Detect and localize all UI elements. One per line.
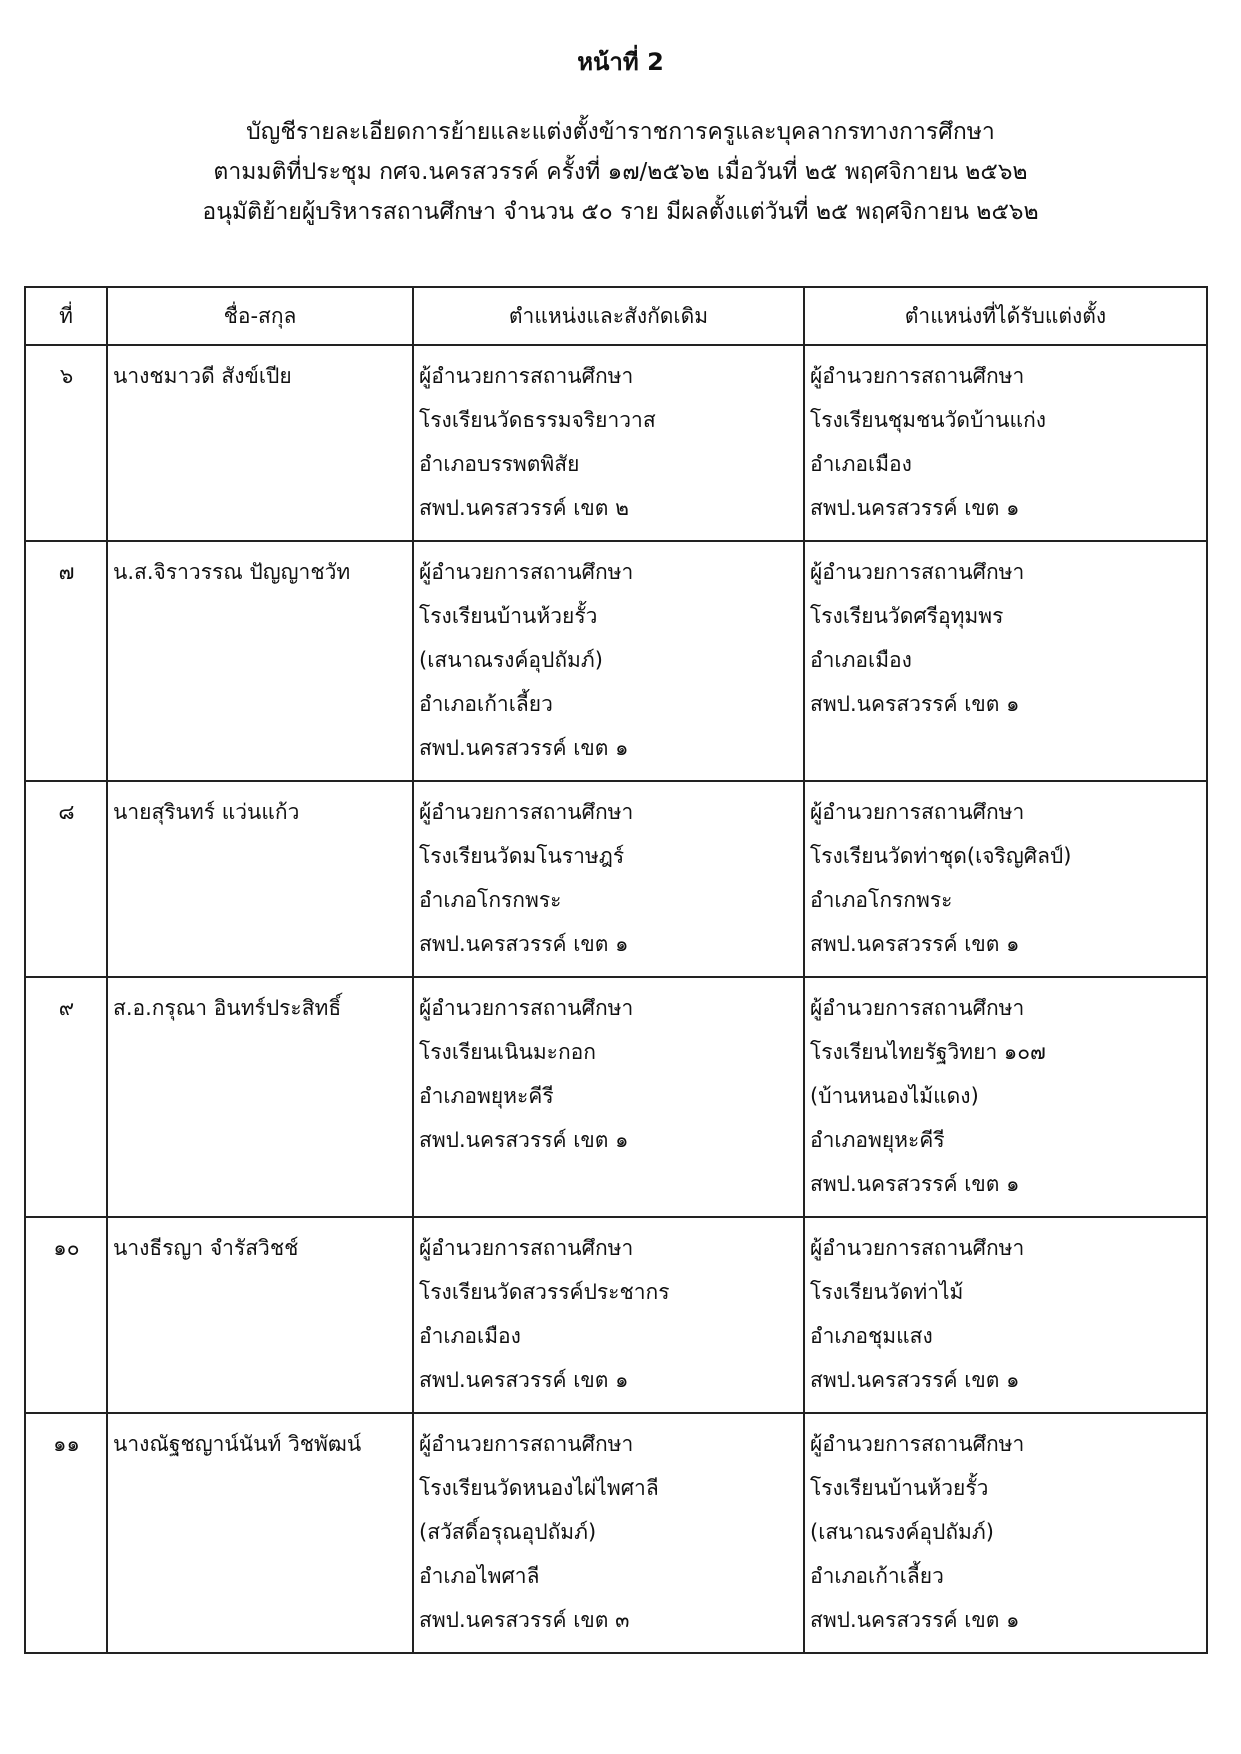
- appointed-district-line: อำเภอพยุหะคีรี: [810, 1128, 945, 1152]
- heading-line-1: บัญชีรายละเอียดการย้ายและแต่งตั้งข้าราชการครูและบุคลากรทางการศึกษา: [246, 119, 995, 145]
- original-school-line: โรงเรียนวัดธรรมจริยาวาส: [419, 408, 656, 432]
- heading-line-3: อนุมัติย้ายผู้บริหารสถานศึกษา จำนวน ๕๐ ราย มีผลตั้งแต่วันที่ ๒๕ พฤศจิกายน ๒๕๖๒: [202, 199, 1039, 225]
- appointed-district-line: อำเภอเมือง: [810, 648, 912, 672]
- appointed-school-line: โรงเรียนชุมชนวัดบ้านแก่ง: [810, 408, 1047, 432]
- original-position-line: ผู้อำนวยการสถานศึกษา: [419, 560, 634, 584]
- table-row: [25, 345, 1207, 541]
- original-school-line: โรงเรียนวัดสวรรค์ประชากร: [419, 1280, 670, 1304]
- original-area-line: สพป.นครสวรรค์ เขต ๑: [419, 1368, 629, 1392]
- person-name-cell: [107, 541, 413, 781]
- appointed-position-line: ผู้อำนวยการสถานศึกษา: [810, 996, 1025, 1020]
- original-district-line: อำเภอพยุหะคีรี: [419, 1084, 554, 1108]
- original-position-cell: [413, 1413, 804, 1653]
- person-name-cell: [107, 781, 413, 977]
- original-school-line: โรงเรียนวัดหนองไผ่ไพศาลี: [419, 1476, 659, 1500]
- appointed-area-line: สพป.นครสวรรค์ เขต ๑: [810, 1368, 1020, 1392]
- appointed-school-line: โรงเรียนวัดท่าชุด(เจริญศิลป์): [810, 844, 1072, 868]
- original-position-line: ผู้อำนวยการสถานศึกษา: [419, 996, 634, 1020]
- original-school-note-line: (สวัสดิ์อรุณอุปถัมภ์): [419, 1520, 597, 1544]
- table-row: [25, 541, 1207, 781]
- appointed-school-note-line: (เสนาณรงค์อุปถัมภ์): [810, 1520, 994, 1544]
- person-name-cell: [107, 345, 413, 541]
- original-district-line: อำเภอเมือง: [419, 1324, 521, 1348]
- column-header-name: ชื่อ-สกุล: [107, 287, 413, 345]
- original-position-cell: [413, 781, 804, 977]
- appointed-position-cell: [804, 1413, 1207, 1653]
- column-header-appointed-position: ตำแหน่งที่ได้รับแต่งตั้ง: [804, 287, 1207, 345]
- appointed-district-line: อำเภอโกรกพระ: [810, 888, 953, 912]
- original-school-line: โรงเรียนบ้านห้วยรั้ว: [419, 604, 598, 628]
- person-name: นางณัฐชญาน์นันท์ วิชพัฒน์: [113, 1432, 362, 1456]
- appointed-position-cell: [804, 977, 1207, 1217]
- table-row: [25, 977, 1207, 1217]
- original-area-line: สพป.นครสวรรค์ เขต ๑: [419, 736, 629, 760]
- appointed-position-line: ผู้อำนวยการสถานศึกษา: [810, 1236, 1025, 1260]
- original-area-line: สพป.นครสวรรค์ เขต ๑: [419, 1128, 629, 1152]
- original-school-line: โรงเรียนเนินมะกอก: [419, 1040, 596, 1064]
- row-number: ๗: [25, 541, 107, 781]
- appointed-district-line: อำเภอเมือง: [810, 452, 912, 476]
- appointed-position-cell: [804, 781, 1207, 977]
- document-heading: [0, 112, 1241, 232]
- row-number: ๙: [25, 977, 107, 1217]
- row-number: ๖: [25, 345, 107, 541]
- original-position-line: ผู้อำนวยการสถานศึกษา: [419, 800, 634, 824]
- original-district-line: อำเภอเก้าเลี้ยว: [419, 692, 553, 716]
- column-header-original-position: ตำแหน่งและสังกัดเดิม: [413, 287, 804, 345]
- person-name: นายสุรินทร์ แว่นแก้ว: [113, 800, 300, 824]
- original-position-cell: [413, 541, 804, 781]
- appointed-area-line: สพป.นครสวรรค์ เขต ๑: [810, 1608, 1020, 1632]
- heading-line-2: ตามมติที่ประชุม กศจ.นครสวรรค์ ครั้งที่ ๑๗/๒๕๖๒ เมื่อวันที่ ๒๕ พฤศจิกายน ๒๕๖๒: [213, 159, 1028, 185]
- original-area-line: สพป.นครสวรรค์ เขต ๓: [419, 1608, 630, 1632]
- row-number: ๑๑: [25, 1413, 107, 1653]
- appointed-position-line: ผู้อำนวยการสถานศึกษา: [810, 560, 1025, 584]
- appointed-position-line: ผู้อำนวยการสถานศึกษา: [810, 800, 1025, 824]
- appointed-position-line: ผู้อำนวยการสถานศึกษา: [810, 1432, 1025, 1456]
- person-name: นางชมาวดี สังข์เปีย: [113, 364, 292, 388]
- person-name-cell: [107, 1217, 413, 1413]
- original-district-line: อำเภอบรรพตพิสัย: [419, 452, 580, 476]
- transfer-table: [24, 286, 1208, 1654]
- appointed-area-line: สพป.นครสวรรค์ เขต ๑: [810, 932, 1020, 956]
- person-name: น.ส.จิราวรรณ ปัญญาชวัท: [113, 560, 351, 584]
- person-name-cell: [107, 977, 413, 1217]
- original-position-cell: [413, 1217, 804, 1413]
- row-number: ๑๐: [25, 1217, 107, 1413]
- appointed-school-line: โรงเรียนไทยรัฐวิทยา ๑๐๗: [810, 1040, 1046, 1064]
- appointed-position-cell: [804, 541, 1207, 781]
- appointed-district-line: อำเภอชุมแสง: [810, 1324, 933, 1348]
- original-position-line: ผู้อำนวยการสถานศึกษา: [419, 364, 634, 388]
- original-school-note-line: (เสนาณรงค์อุปถัมภ์): [419, 648, 603, 672]
- appointed-school-note-line: (บ้านหนองไม้แดง): [810, 1084, 979, 1108]
- table-header-row: [25, 287, 1207, 345]
- original-district-line: อำเภอไพศาลี: [419, 1564, 540, 1588]
- original-position-line: ผู้อำนวยการสถานศึกษา: [419, 1432, 634, 1456]
- original-area-line: สพป.นครสวรรค์ เขต ๒: [419, 496, 629, 520]
- original-district-line: อำเภอโกรกพระ: [419, 888, 562, 912]
- page-number: หน้าที่ 2: [577, 48, 664, 76]
- appointed-area-line: สพป.นครสวรรค์ เขต ๑: [810, 1172, 1020, 1196]
- appointed-school-line: โรงเรียนวัดศรีอุทุมพร: [810, 604, 1004, 628]
- person-name: นางธีรญา จำรัสวิชช์: [113, 1236, 299, 1260]
- appointed-position-cell: [804, 345, 1207, 541]
- appointed-position-cell: [804, 1217, 1207, 1413]
- appointed-school-line: โรงเรียนวัดท่าไม้: [810, 1280, 964, 1304]
- table-row: [25, 781, 1207, 977]
- appointed-school-line: โรงเรียนบ้านห้วยรั้ว: [810, 1476, 989, 1500]
- appointed-area-line: สพป.นครสวรรค์ เขต ๑: [810, 692, 1020, 716]
- appointed-area-line: สพป.นครสวรรค์ เขต ๑: [810, 496, 1020, 520]
- table-row: [25, 1413, 1207, 1653]
- table-row: [25, 1217, 1207, 1413]
- appointed-district-line: อำเภอเก้าเลี้ยว: [810, 1564, 944, 1588]
- original-position-cell: [413, 345, 804, 541]
- original-school-line: โรงเรียนวัดมโนราษฎร์: [419, 844, 625, 868]
- original-area-line: สพป.นครสวรรค์ เขต ๑: [419, 932, 629, 956]
- original-position-cell: [413, 977, 804, 1217]
- row-number: ๘: [25, 781, 107, 977]
- appointed-position-line: ผู้อำนวยการสถานศึกษา: [810, 364, 1025, 388]
- person-name-cell: [107, 1413, 413, 1653]
- column-header-no: ที่: [25, 287, 107, 345]
- person-name: ส.อ.กรุณา อินทร์ประสิทธิ์: [113, 996, 342, 1020]
- original-position-line: ผู้อำนวยการสถานศึกษา: [419, 1236, 634, 1260]
